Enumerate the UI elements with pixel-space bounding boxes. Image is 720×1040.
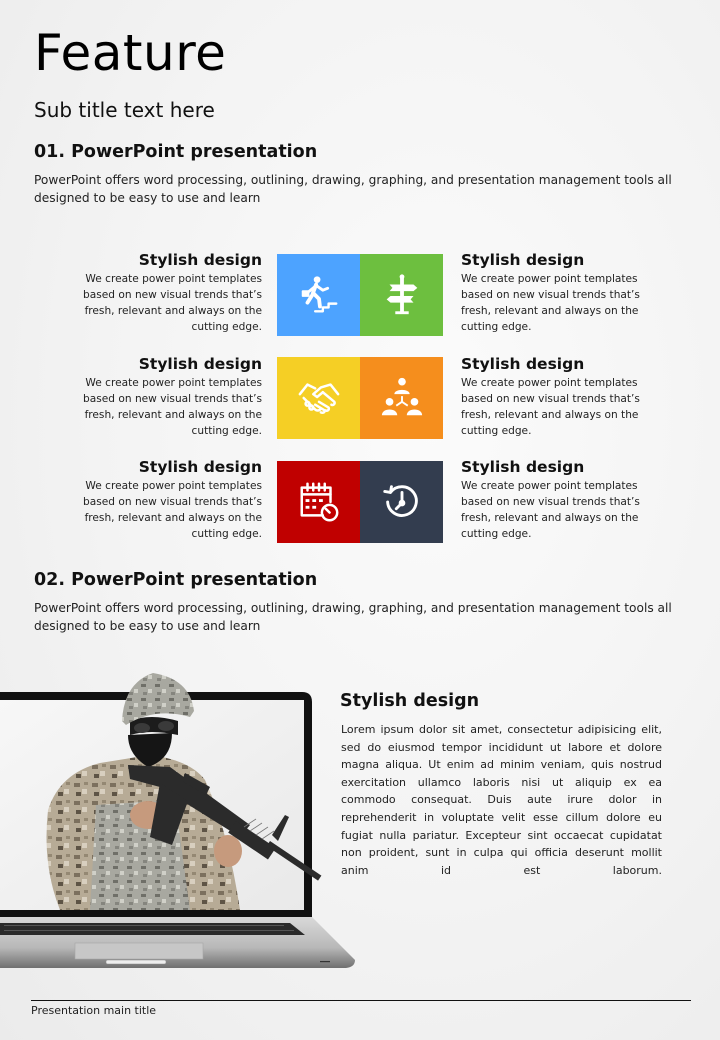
clock-history-icon	[379, 479, 425, 525]
footer-text: Presentation main title	[31, 1004, 157, 1017]
tile-blue	[277, 254, 360, 336]
laptop-soldier-image	[0, 655, 360, 985]
section2-text: PowerPoint offers word processing, outlining, drawing, graphing, and presentation management tools all designed to be easy to use and learn	[34, 601, 672, 633]
feature-title: Stylish design	[461, 355, 585, 373]
feature-item	[461, 355, 661, 439]
feature-text: We create power point templates based on new visual trends that’s fresh, relevant and always on the cutting edge.	[461, 273, 640, 333]
feature-item	[62, 355, 262, 439]
feature-title: Stylish design	[138, 458, 262, 476]
tile-yellow	[277, 357, 360, 439]
tile-navy	[360, 461, 443, 543]
feature-item	[461, 251, 661, 335]
team-hierarchy-icon	[379, 375, 425, 421]
tile-orange	[360, 357, 443, 439]
section1-heading: 01. PowerPoint presentation	[34, 142, 318, 162]
feature-item	[461, 458, 661, 542]
handshake-icon	[296, 375, 342, 421]
feature-text: We create power point templates based on new visual trends that’s fresh, relevant and always on the cutting edge.	[461, 377, 640, 437]
feature-title: Stylish design	[138, 355, 262, 373]
section2-heading: 02. PowerPoint presentation	[34, 570, 318, 590]
feature-item	[62, 251, 262, 335]
tile-red	[277, 461, 360, 543]
businessman-stairs-icon	[296, 272, 342, 318]
section1-text: PowerPoint offers word processing, outlining, drawing, graphing, and presentation management tools all designed to be easy to use and learn	[34, 173, 672, 205]
tile-green	[360, 254, 443, 336]
feature-text: We create power point templates based on new visual trends that’s fresh, relevant and always on the cutting edge.	[83, 377, 262, 437]
footer-rule	[31, 1000, 691, 1001]
feature-item	[62, 458, 262, 542]
feature-text: We create power point templates based on new visual trends that’s fresh, relevant and always on the cutting edge.	[461, 480, 640, 540]
feature-title: Stylish design	[461, 458, 585, 476]
signpost-icon	[379, 272, 425, 318]
feature-text: We create power point templates based on new visual trends that’s fresh, relevant and always on the cutting edge.	[83, 480, 262, 540]
feature-text: We create power point templates based on new visual trends that’s fresh, relevant and always on the cutting edge.	[83, 273, 262, 333]
body-heading: Stylish design	[340, 691, 480, 711]
feature-title: Stylish design	[138, 251, 262, 269]
page-title: Feature	[34, 24, 227, 82]
page-subtitle: Sub title text here	[34, 98, 215, 122]
feature-title: Stylish design	[461, 251, 585, 269]
body-text: Lorem ipsum dolor sit amet, consectetur adipisicing elit, sed do eiusmod tempor incididunt ut labore et dolore magna aliqua. Ut enim ad minim veniam, quis nostrud exercitation ullamco laboris nisi ut aliquip ex ea commodo consequat. Duis aute irure dolor in reprehenderit in voluptate velit esse cillum dolore eu fugiat nulla pariatur. Excepteur sint occaecat cupidatat non proident, sunt in culpa qui officia deserunt mollit anim id est laborum.	[341, 723, 662, 877]
calendar-clock-icon	[296, 479, 342, 525]
